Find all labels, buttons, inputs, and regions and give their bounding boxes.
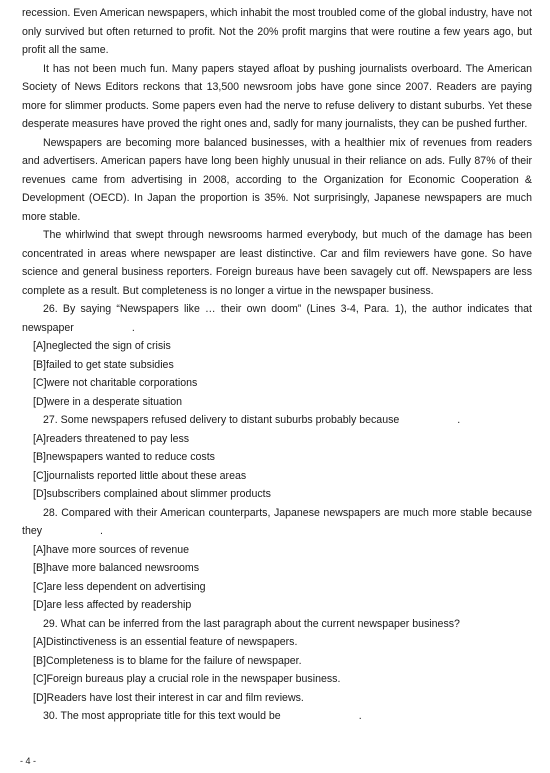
option-b: [B]newspapers wanted to reduce costs (33, 451, 215, 463)
paragraph-1: recession. Even American newspapers, which inhabit the most troubled come of the global industry, have not only survived but often returned to profit. Not the 20% profit margins that were routine a few years ago, but profit all the same. (22, 7, 532, 56)
question-stem: 28. Compared with their American counterparts, Japanese newspapers are much more stable because they (22, 506, 532, 537)
option-d: [D]were in a desperate situation (33, 395, 182, 408)
option-c: [C]Foreign bureaus play a crucial role in the newspaper business. (33, 673, 341, 685)
paragraph-2: It has not been much fun. Many papers stayed afloat by pushing journalists overboard. The American Society of News Editors reckons that 13,500 newsroom jobs have gone since 2007. Readers are paying more for slimmer products. Some papers even had the nerve to refuse delivery to distant suburbs. Yet these desperate measures have proved the right ones and, sadly for many journalists, they can be pushed further. (22, 62, 532, 130)
option-b: [B]failed to get state subsidies (33, 358, 174, 371)
question-30 (22, 707, 532, 726)
option-a: [A]have more sources of revenue (33, 543, 190, 556)
question-26 (22, 300, 532, 411)
option-a: [A]Distinctiveness is an essential feature of newspapers. (33, 636, 298, 648)
option-c: [C]were not charitable corporations (33, 377, 198, 389)
option-c: [C]journalists reported little about these areas (33, 469, 247, 482)
option-b: [B]Completeness is to blame for the failure of newspaper. (33, 654, 302, 667)
paragraph-3: Newspapers are becoming more balanced businesses, with a healthier mix of revenues from readers and advertisers. American papers have long been highly unusual in their reliance on ads. Fully 87% of their revenues came from advertising in 2008, according to the Organization for Economic Cooperation & Development (OECD). In Japan the proportion is 35%. Not surprisingly, Japanese newspapers are much more stable. (22, 136, 532, 223)
question-end: . (100, 525, 103, 537)
page-number: - 4 - (20, 756, 37, 766)
question-stem: 30. The most appropriate title for this text would be (43, 710, 281, 722)
question-stem: 29. What can be inferred from the last paragraph about the current newspaper business? (43, 617, 460, 630)
question-end: . (131, 321, 135, 334)
question-27 (22, 411, 532, 504)
question-end: . (457, 414, 461, 426)
question-end: . (358, 710, 362, 722)
option-a: [A]neglected the sign of crisis (33, 340, 171, 352)
option-a: [A]readers threatened to pay less (33, 432, 190, 445)
question-stem: 26. By saying “Newspapers like … their own doom” (Lines 3-4, Para. 1), the author indicates that newspaper (22, 303, 532, 334)
option-b: [B]have more balanced newsrooms (33, 562, 200, 574)
question-stem: 27. Some newspapers refused delivery to distant suburbs probably because (43, 414, 400, 426)
paragraph-4: The whirlwind that swept through newsrooms harmed everybody, but much of the damage has been concentrated in areas where newspaper are least distinctive. Car and film reviewers have gone. So have science and general business reporters. Foreign bureaus have been savagely cut off. Newspapers are less complete as a result. But completeness is no longer a virtue in the newspaper business. (22, 229, 532, 297)
question-28 (22, 504, 532, 615)
option-d: [D]subscribers complained about slimmer products (33, 488, 271, 500)
option-c: [C]are less dependent on advertising (33, 580, 206, 593)
option-d: [D]Readers have lost their interest in car and film reviews. (33, 691, 304, 704)
option-d: [D]are less affected by readership (33, 599, 192, 611)
question-29 (22, 615, 532, 708)
